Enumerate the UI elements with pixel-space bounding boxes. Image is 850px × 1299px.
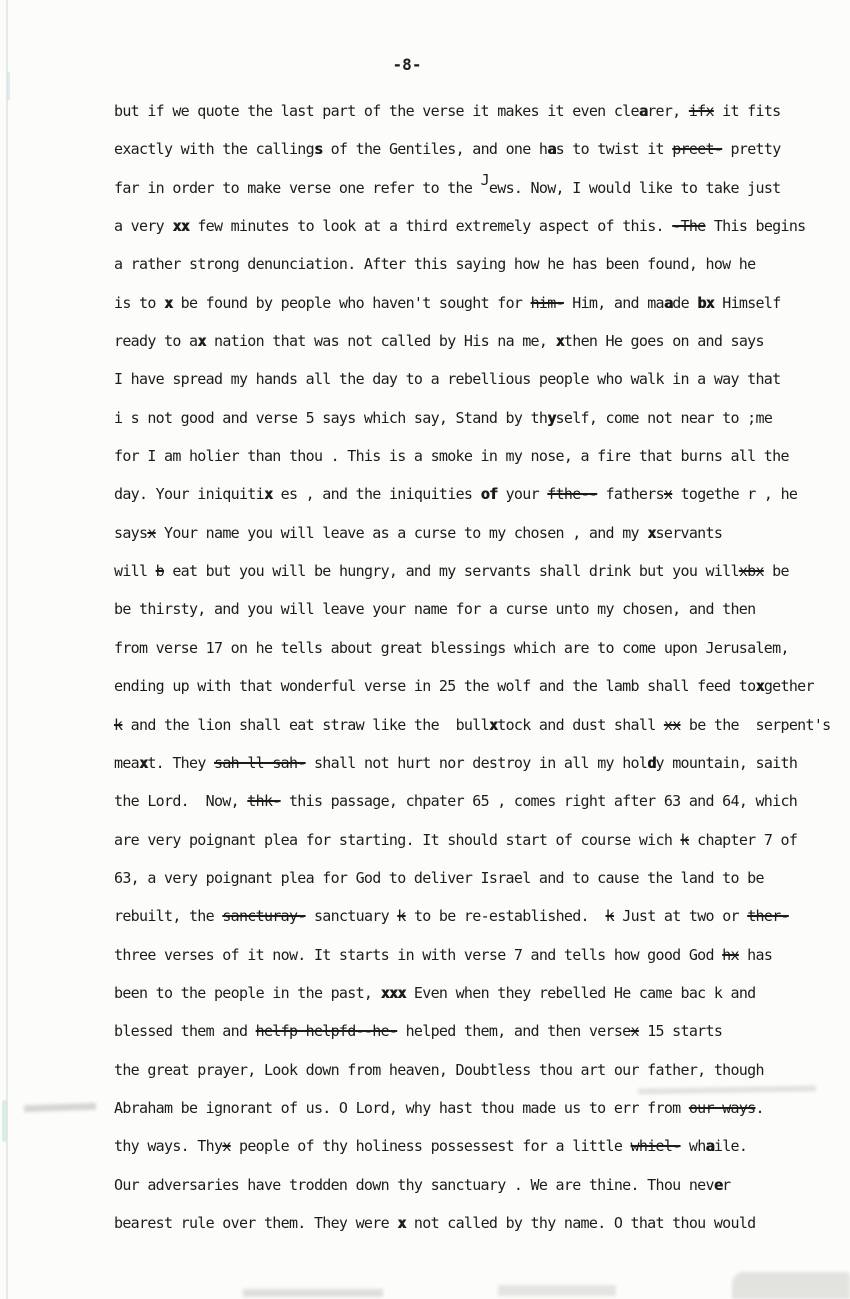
overtyped-text: of bbox=[480, 485, 498, 504]
typed-text: Your name you will leave as a curse to my chosen , and my bbox=[155, 523, 648, 542]
overtyped-text: y bbox=[547, 408, 556, 427]
text-line bbox=[114, 475, 838, 513]
text-line bbox=[114, 322, 838, 360]
text-line bbox=[114, 284, 838, 322]
typed-text-block bbox=[114, 92, 838, 1242]
typed-text: ending up with that wonderful verse in 25 the wolf and the lamb shall feed to bbox=[114, 677, 756, 696]
typed-text: be the serpent's bbox=[680, 715, 831, 734]
text-line bbox=[114, 667, 838, 705]
overtyped-text: x bbox=[397, 1213, 406, 1232]
struck-text: k bbox=[114, 715, 123, 734]
typed-text: your bbox=[497, 485, 548, 504]
typed-text: be found by people who haven't sought for bbox=[172, 293, 531, 312]
overtyped-text: a bbox=[638, 102, 648, 120]
typed-text: 63, a very poignant plea for God to deliver Israel and to cause the land to be bbox=[114, 868, 764, 887]
struck-text: preet- bbox=[672, 140, 723, 159]
typed-text: gether bbox=[763, 677, 814, 696]
typed-text: . bbox=[755, 1098, 764, 1117]
typed-text: to be re-established. bbox=[405, 907, 606, 926]
scan-edge-tint bbox=[7, 72, 10, 100]
struck-text: x bbox=[147, 523, 156, 542]
typed-text: Even when they rebelled He came bac k and bbox=[405, 983, 756, 1002]
typed-text: three verses of it now. It starts in with verse 7 and tells how good God bbox=[114, 945, 723, 964]
typed-text: says bbox=[114, 523, 148, 542]
text-line bbox=[114, 821, 838, 859]
typed-text: y mountain, saith bbox=[655, 753, 798, 772]
struck-text: k bbox=[680, 830, 689, 849]
text-line bbox=[114, 207, 838, 245]
typed-text: sanctuary bbox=[305, 907, 398, 926]
typed-text: togethe r , he bbox=[672, 485, 798, 504]
text-line bbox=[114, 1127, 838, 1165]
overtyped-text: x bbox=[164, 293, 173, 312]
typed-text: from verse 17 on he tells about great blessings which are to come upon Jerusalem, bbox=[114, 638, 789, 657]
struck-text: x bbox=[630, 1022, 639, 1041]
struck-text: hx bbox=[722, 945, 739, 964]
typed-text: nation that was not called by His na me, bbox=[205, 332, 556, 351]
struck-text: xbx bbox=[738, 562, 764, 581]
typed-text: I have spread my hands all the day to a rebellious people who walk in a way that bbox=[114, 370, 781, 389]
typed-text: day. Your iniquiti bbox=[114, 485, 264, 504]
typed-text: for I am holier than thou . This is a smoke in my nose, a fire that burns all the bbox=[114, 447, 789, 466]
typed-text: servants bbox=[655, 523, 723, 542]
text-line bbox=[114, 782, 838, 820]
text-line bbox=[114, 974, 838, 1012]
overtyped-text: x bbox=[139, 753, 148, 772]
struck-text: sah ll sah- bbox=[214, 753, 306, 772]
page-number: -8- bbox=[392, 55, 422, 74]
typed-text: wh bbox=[680, 1137, 706, 1156]
typed-text: Himself bbox=[713, 293, 781, 312]
text-line bbox=[114, 897, 838, 935]
overtyped-text: x bbox=[755, 677, 764, 696]
overtyped-text: s bbox=[313, 140, 323, 159]
typed-text: be bbox=[763, 562, 789, 581]
typed-text: been to the people in the past, bbox=[114, 983, 381, 1002]
typed-text: de bbox=[672, 293, 698, 312]
scan-smudge bbox=[243, 1289, 383, 1297]
text-line bbox=[114, 590, 838, 628]
overtyped-text: x bbox=[197, 332, 206, 351]
typed-text: and the lion shall eat straw like the bull bbox=[122, 715, 489, 734]
typed-text: exactly with the calling bbox=[114, 140, 314, 159]
typed-text: a rather strong denunciation. After this saying how he has been found, how he bbox=[114, 255, 756, 274]
typed-text: not called by thy name. O that thou would bbox=[405, 1213, 756, 1232]
typed-text: Our adversaries have trodden down thy sanctuary . We are thine. Thou nev bbox=[114, 1175, 714, 1194]
struck-text: thk- bbox=[247, 792, 281, 811]
typed-text: bearest rule over them. They were bbox=[114, 1213, 398, 1232]
text-line bbox=[114, 1012, 838, 1050]
text-line bbox=[114, 706, 838, 744]
scan-smudge bbox=[732, 1272, 850, 1299]
typed-text: people of thy holiness possessest for a little bbox=[230, 1137, 631, 1156]
typed-text: Just at two or bbox=[613, 907, 748, 926]
text-line bbox=[114, 744, 838, 782]
text-line bbox=[114, 1051, 838, 1089]
typed-text: then He goes on and says bbox=[563, 332, 764, 351]
typed-text: helped them, and then verse bbox=[397, 1022, 631, 1041]
text-line bbox=[114, 437, 838, 475]
text-line bbox=[114, 1204, 838, 1242]
overtyped-text: x bbox=[488, 715, 498, 734]
overtyped-text: xxx bbox=[380, 983, 406, 1002]
typed-text: es , and the iniquities bbox=[272, 485, 481, 504]
typed-text: ile. bbox=[713, 1137, 748, 1156]
typed-text: rebuilt, the bbox=[114, 907, 223, 926]
typed-text: this passage, chpater 65 , comes right after 63 and 64, which bbox=[280, 792, 798, 811]
text-line bbox=[114, 360, 838, 398]
typed-text: shall not hurt nor destroy in all my hol bbox=[305, 753, 648, 772]
overtyped-text: x bbox=[263, 485, 273, 504]
typed-text: but if we quote the last part of the verse it makes it even cle bbox=[114, 102, 639, 120]
typed-text: t. They bbox=[147, 753, 214, 772]
overtyped-text: x bbox=[555, 332, 564, 351]
typed-text: eat but you will be hungry, and my servants shall drink but you will bbox=[164, 562, 739, 581]
typed-text: a very bbox=[114, 217, 173, 236]
overtyped-text: a bbox=[547, 140, 556, 159]
typed-text: thy ways. Thy bbox=[114, 1137, 223, 1156]
text-line bbox=[114, 936, 838, 974]
struck-text: ifx bbox=[688, 102, 714, 120]
struck-text: him- bbox=[530, 293, 564, 312]
typed-text: blessed them and bbox=[114, 1022, 256, 1041]
typed-text: chapter 7 of bbox=[688, 830, 798, 849]
text-line bbox=[114, 1089, 838, 1127]
overtyped-text: xx bbox=[172, 217, 189, 236]
typed-text: J bbox=[480, 170, 489, 189]
text-line bbox=[114, 629, 838, 667]
scan-edge-tint bbox=[2, 1100, 7, 1142]
struck-text: x bbox=[222, 1137, 231, 1156]
struck-text: xx bbox=[663, 715, 681, 734]
text-line bbox=[114, 245, 838, 283]
scan-smudge bbox=[498, 1285, 616, 1296]
text-line bbox=[114, 130, 838, 168]
typed-text: Him, and ma bbox=[563, 293, 664, 312]
struck-text: -The bbox=[672, 217, 706, 236]
typed-text: 15 starts bbox=[638, 1022, 723, 1041]
typed-text: has bbox=[738, 945, 773, 964]
overtyped-text: d bbox=[647, 753, 656, 772]
typed-text: the great prayer, Look down from heaven, Doubtless thou art our father, though bbox=[114, 1060, 764, 1079]
struck-text: fthe-- bbox=[547, 485, 598, 504]
typed-text: will bbox=[114, 562, 156, 581]
typed-text: be thirsty, and you will leave your name for a curse unto my chosen, and then bbox=[114, 600, 756, 619]
text-line bbox=[114, 169, 838, 207]
text-line bbox=[114, 399, 838, 437]
overtyped-text: a bbox=[663, 293, 673, 312]
text-line bbox=[114, 859, 838, 897]
typed-text: of the Gentiles, and one h bbox=[322, 140, 548, 159]
typed-text: rer, bbox=[647, 102, 689, 120]
struck-text: k bbox=[605, 907, 614, 926]
text-line bbox=[114, 552, 838, 590]
typed-text: ready to a bbox=[114, 332, 198, 351]
typed-text: it fits bbox=[713, 102, 781, 120]
typed-text: s to twist it bbox=[555, 140, 673, 159]
typed-text: is to bbox=[114, 293, 164, 312]
struck-text: b bbox=[155, 562, 164, 581]
typed-text: ews. Now, I would like to take just bbox=[488, 178, 781, 197]
text-line bbox=[114, 1166, 838, 1204]
typed-text: tock and dust shall bbox=[497, 715, 664, 734]
typed-text: far in order to make verse one refer to the bbox=[114, 178, 481, 197]
struck-text: our ways bbox=[688, 1098, 756, 1117]
typed-text: are very poignant plea for starting. It should start of course wich bbox=[114, 830, 681, 849]
typed-text: This begins bbox=[705, 217, 806, 236]
overtyped-text: x bbox=[647, 523, 656, 542]
scan-smudge bbox=[24, 1103, 96, 1113]
typed-text: i s not good and verse 5 says which say, Stand by th bbox=[114, 408, 548, 427]
overtyped-text: a bbox=[705, 1137, 714, 1156]
typed-text: pretty bbox=[722, 140, 781, 159]
typed-text: the Lord. Now, bbox=[114, 792, 248, 811]
struck-text: ther- bbox=[747, 907, 789, 926]
typed-text: Abraham be ignorant of us. O Lord, why hast thou made us to err from bbox=[114, 1098, 689, 1117]
struck-text: whiel- bbox=[630, 1137, 681, 1156]
text-line bbox=[114, 92, 838, 130]
struck-text: x bbox=[663, 485, 673, 504]
typed-text: mea bbox=[114, 753, 139, 772]
text-line bbox=[114, 514, 838, 552]
typed-text: few minutes to look at a third extremely aspect of this. bbox=[189, 217, 673, 236]
overtyped-text: e bbox=[713, 1175, 723, 1194]
typed-text: fathers bbox=[597, 485, 664, 504]
struck-text: k bbox=[397, 907, 406, 926]
typed-text: r bbox=[722, 1175, 731, 1194]
typed-text: self, come not near to ;me bbox=[555, 408, 773, 427]
struck-text: sancturay- bbox=[222, 907, 306, 926]
overtyped-text: bx bbox=[697, 293, 714, 312]
struck-text: helfp helpfd--he- bbox=[255, 1022, 398, 1041]
